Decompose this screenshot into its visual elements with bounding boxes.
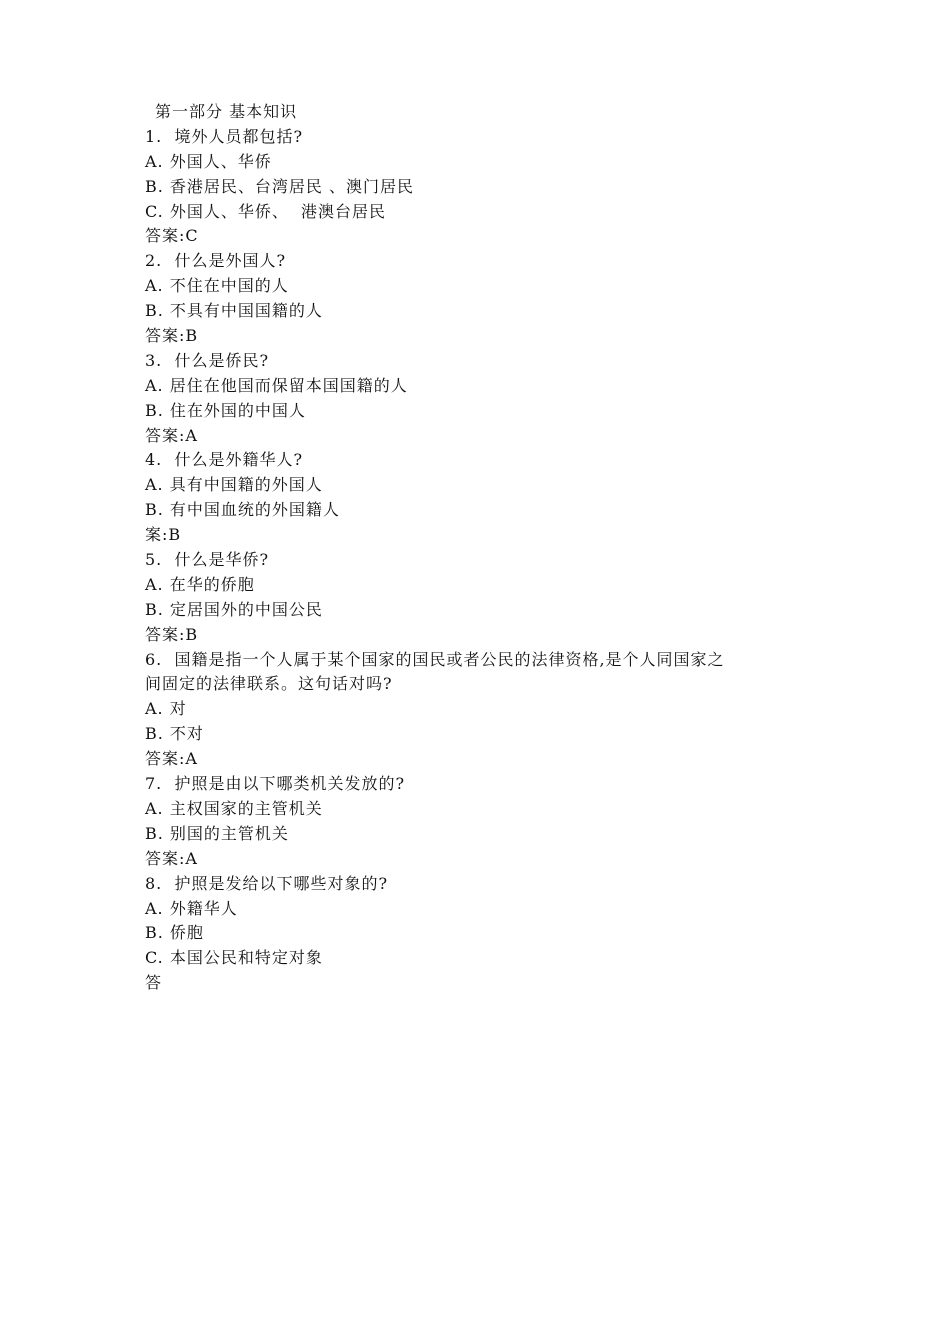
- answer-line-truncated: 答: [145, 973, 163, 993]
- option-line: A. 居住在他国而保留本国国籍的人: [145, 375, 408, 395]
- answer-line: 答案:A: [145, 425, 198, 445]
- answer-line: 答案:A: [145, 848, 198, 868]
- question-7: 7. 护照是由以下哪类机关发放的?: [145, 774, 406, 794]
- question-4: 4. 什么是外籍华人?: [145, 450, 304, 470]
- option-line: C. 外国人、华侨、 港澳台居民: [145, 201, 387, 221]
- option-line: A. 外国人、华侨: [145, 151, 272, 171]
- option-line: B. 有中国血统的外国籍人: [145, 500, 340, 520]
- option-line: A. 对: [145, 699, 187, 719]
- option-line: C. 本国公民和特定对象: [145, 948, 323, 968]
- option-line: A. 在华的侨胞: [145, 574, 255, 594]
- question-6: 6. 国籍是指一个人属于某个国家的国民或者公民的法律资格,是个人同国家之: [145, 649, 725, 669]
- answer-line: 答案:A: [145, 749, 198, 769]
- section-heading: 第一部分 基本知识: [155, 102, 298, 121]
- question-8: 8. 护照是发给以下哪些对象的?: [145, 873, 389, 893]
- option-line: B. 不对: [145, 724, 204, 744]
- option-line: B. 别国的主管机关: [145, 823, 289, 843]
- question-3: 3. 什么是侨民?: [145, 350, 270, 370]
- option-line: B. 定居国外的中国公民: [145, 599, 323, 619]
- document-content: [145, 100, 825, 996]
- answer-line: 案:B: [145, 525, 182, 545]
- answer-line: 答案:C: [145, 226, 199, 246]
- option-line: B. 不具有中国国籍的人: [145, 301, 323, 321]
- answer-line: 答案:B: [145, 326, 199, 346]
- option-line: B. 住在外国的中国人: [145, 400, 306, 420]
- option-line: A. 主权国家的主管机关: [145, 798, 323, 818]
- option-line: B. 侨胞: [145, 923, 204, 943]
- question-5: 5. 什么是华侨?: [145, 550, 270, 570]
- question-6-continued: 间固定的法律联系。这句话对吗?: [145, 674, 393, 694]
- option-line: B. 香港居民、台湾居民 、澳门居民: [145, 176, 415, 196]
- option-line: A. 外籍华人: [145, 898, 238, 918]
- question-2: 2. 什么是外国人?: [145, 251, 287, 271]
- question-1: 1. 境外人员都包括?: [145, 126, 304, 146]
- option-line: A. 不住在中国的人: [145, 276, 289, 296]
- answer-line: 答案:B: [145, 624, 199, 644]
- option-line: A. 具有中国籍的外国人: [145, 475, 323, 495]
